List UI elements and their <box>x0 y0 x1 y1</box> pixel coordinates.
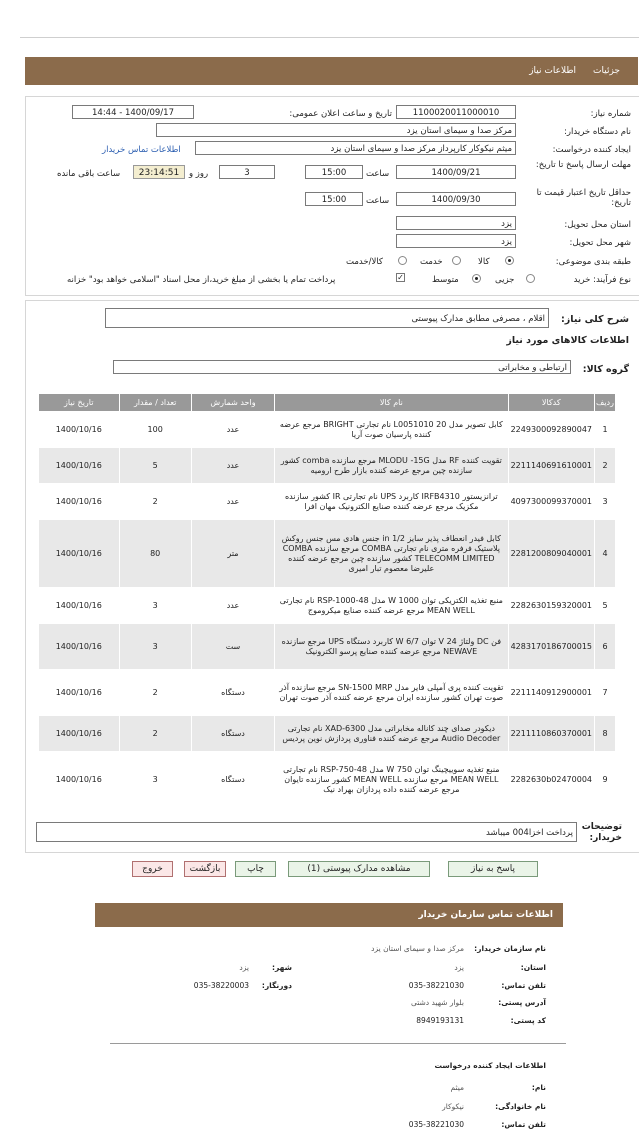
creator-phone: 035-38221030 <box>408 1120 464 1129</box>
cell-date: 1400/10/16 <box>39 484 120 520</box>
need-no-label: شماره نیاز: <box>590 109 631 119</box>
table-row <box>39 624 616 670</box>
table-row <box>39 412 616 448</box>
col-row: ردیف <box>595 394 616 412</box>
cell-qty: 100 <box>119 412 191 448</box>
province-label: استان محل تحویل: <box>564 220 631 230</box>
category-goods-radio[interactable] <box>505 256 514 265</box>
cell-qty: 3 <box>119 588 191 624</box>
cell-code: 4097300099370001 <box>508 484 594 520</box>
category-label: طبقه بندی موضوعی: <box>555 257 631 267</box>
cell-code: 2282630b02470004 <box>508 752 594 808</box>
creator-family: نیکوکار <box>442 1102 464 1111</box>
buyer-contact-link[interactable]: اطلاعات تماس خریدار <box>102 145 181 155</box>
cell-qty: 2 <box>119 670 191 716</box>
back-button[interactable]: بازگشت <box>184 861 226 877</box>
category-service-label: خدمت <box>420 257 443 267</box>
contact-province: یزد <box>454 963 464 972</box>
cell-qty: 2 <box>119 484 191 520</box>
cell-unit: متر <box>191 520 274 588</box>
table-row <box>39 484 616 520</box>
cell-code: 2282630159320001 <box>508 588 594 624</box>
cell-unit: ست <box>191 624 274 670</box>
contact-section-title: اطلاعات تماس سازمان خریدار <box>418 910 553 920</box>
creator-section-title: اطلاعات ایجاد کننده درخواست <box>434 1061 546 1070</box>
cell-name: کابل تصویر مدل L0051010 20 نام تجارتی BRIGHT مرجع عرضه کننده پارسیان صوت آریا <box>275 412 508 448</box>
cell-date: 1400/10/16 <box>39 520 120 588</box>
cell-qty: 5 <box>119 448 191 484</box>
cell-unit: دستگاه <box>191 716 274 752</box>
price-validity-label: حداقل تاریخ اعتبار قیمت تا تاریخ: <box>536 188 631 208</box>
table-row <box>39 670 616 716</box>
contact-postal-label: کد پستی: <box>510 1016 546 1025</box>
table-row <box>39 716 616 752</box>
cell-unit: دستگاه <box>191 670 274 716</box>
creator-field: میثم نیکوکار کارپرداز مرکز صدا و سیمای استان یزد <box>195 141 516 155</box>
purchase-partial-radio[interactable] <box>526 274 535 283</box>
contact-province-label: استان: <box>520 963 546 972</box>
buyer-org-label: نام دستگاه خریدار: <box>564 127 631 137</box>
creator-name-label: نام: <box>531 1083 546 1092</box>
cell-unit: عدد <box>191 484 274 520</box>
remaining-label: ساعت باقی مانده <box>57 169 121 179</box>
buyer-notes-label: توضیحات خریدار: <box>581 822 622 843</box>
cell-name: تقویت کننده RF مدل MLODU -15G مرجع سازنده comba کشور سازنده چین مرجع عرضه کننده بازار طرح ارومیه <box>275 448 508 484</box>
contact-city: یزد <box>239 963 249 972</box>
cell-qty: 3 <box>119 752 191 808</box>
cell-unit: دستگاه <box>191 752 274 808</box>
reply-date-field: 1400/09/21 <box>396 165 516 179</box>
cell-qty: 80 <box>119 520 191 588</box>
remaining-timer: 23:14:51 <box>133 165 185 179</box>
contact-org: مرکز صدا و سیمای استان یزد <box>371 944 464 953</box>
purchase-medium-radio[interactable] <box>472 274 481 283</box>
contact-fax-label: دورنگار: <box>261 981 292 990</box>
contact-org-label: نام سازمان خریدار: <box>474 944 546 953</box>
cell-row: 3 <box>595 484 616 520</box>
purchase-type-label: نوع فرآیند: خرید <box>573 275 631 285</box>
category-goods-label: کالا <box>478 257 490 267</box>
print-button[interactable]: چاپ <box>235 861 276 877</box>
contact-divider <box>110 1043 566 1044</box>
exit-button[interactable]: خروج <box>132 861 173 877</box>
cell-date: 1400/10/16 <box>39 624 120 670</box>
need-no-field: 1100020011000010 <box>396 105 516 119</box>
payment-note: پرداخت تمام یا بخشی از مبلغ خرید،از محل اسناد "اسلامی خواهد بود" خزانه <box>67 275 336 285</box>
cell-qty: 2 <box>119 716 191 752</box>
cell-code: 2211140691610001 <box>508 448 594 484</box>
group-field: ارتباطی و مخابراتی <box>113 360 571 374</box>
cell-date: 1400/10/16 <box>39 716 120 752</box>
attachments-button[interactable]: مشاهده مدارک پیوستی (1) <box>288 861 430 877</box>
category-goods-service-label: کالا/خدمت <box>346 257 383 267</box>
contact-postal: 8949193131 <box>416 1016 464 1025</box>
cell-row: 1 <box>595 412 616 448</box>
group-label: گروه کالا: <box>582 364 629 375</box>
col-name: نام کالا <box>275 394 508 412</box>
contact-address: بلوار شهید دشتی <box>411 998 464 1007</box>
price-time-field: 15:00 <box>305 192 363 206</box>
goods-table <box>38 393 616 808</box>
buyer-notes-field: پرداخت اخزا004 میباشد <box>36 822 577 842</box>
city-label: شهر محل تحویل: <box>569 238 631 248</box>
contact-phone-label: تلفن تماس: <box>501 981 546 990</box>
cell-code: 2281200809040001 <box>508 520 594 588</box>
page-header-bar <box>25 57 638 85</box>
creator-label: ایجاد کننده درخواست: <box>552 145 631 155</box>
goods-table-header <box>39 394 616 412</box>
reply-deadline-label: مهلت ارسال پاسخ تا تاریخ: <box>535 160 631 170</box>
category-service-radio[interactable] <box>452 256 461 265</box>
cell-code: 4283170186700015 <box>508 624 594 670</box>
tab-details[interactable]: جزئیات <box>593 66 620 76</box>
creator-family-label: نام خانوادگی: <box>495 1102 546 1111</box>
contact-phone: 035-38221030 <box>408 981 464 990</box>
purchase-medium-label: متوسط <box>432 275 459 285</box>
cell-row: 9 <box>595 752 616 808</box>
cell-name: دیکودر صدای چند کاناله مخابراتی مدل XAD-6300 نام تجارتی Audio Decoder مرجع عرضه کننده فناوری پردازش نوین پردیس <box>275 716 508 752</box>
buyer-org-field: مرکز صدا و سیمای استان یزد <box>156 123 516 137</box>
cell-row: 2 <box>595 448 616 484</box>
cell-date: 1400/10/16 <box>39 670 120 716</box>
cell-qty: 3 <box>119 624 191 670</box>
contact-address-label: آدرس پستی: <box>498 998 546 1007</box>
top-divider <box>20 37 639 38</box>
announce-field: 1400/09/17 - 14:44 <box>72 105 194 119</box>
cell-row: 4 <box>595 520 616 588</box>
table-row <box>39 588 616 624</box>
table-row <box>39 520 616 588</box>
announce-label: تاریخ و ساعت اعلان عمومی: <box>289 109 392 119</box>
cell-date: 1400/10/16 <box>39 448 120 484</box>
summary-field: اقلام ، مصرفی مطابق مدارک پیوستی <box>105 308 549 328</box>
province-field: یزد <box>396 216 516 230</box>
col-date: تاریخ نیاز <box>39 394 120 412</box>
category-goods-service-radio[interactable] <box>398 256 407 265</box>
summary-label: شرح کلی نیاز: <box>560 314 629 325</box>
cell-code: 2211110860370001 <box>508 716 594 752</box>
contact-section-header <box>95 903 563 927</box>
creator-phone-label: تلفن تماس: <box>501 1120 546 1129</box>
col-code: کدکالا <box>508 394 594 412</box>
purchase-partial-label: جزیی <box>495 275 515 285</box>
creator-name: میثم <box>450 1083 464 1092</box>
col-qty: تعداد / مقدار <box>119 394 191 412</box>
cell-unit: عدد <box>191 588 274 624</box>
days-field: 3 <box>219 165 275 179</box>
cell-row: 6 <box>595 624 616 670</box>
contact-fax: 035-38220003 <box>193 981 249 990</box>
cell-name: منبع تغذیه سوییچینگ توان 750 W مدل RSP-750-48 نام تجارتی MEAN WELL مرجع سازنده MEAN WELL کشور سازنده تایوان مرجع عرضه کننده داده پردازان بهراد نیک <box>275 752 508 808</box>
reply-button[interactable]: پاسخ به نیاز <box>448 861 538 877</box>
reply-time-label: ساعت <box>366 169 390 179</box>
cell-date: 1400/10/16 <box>39 752 120 808</box>
cell-name: کابل فیدر انعطاف پذیر سایز 1/2 in جنس هادی مس جنس روکش پلاستیک فرفره متری نام تجارتی COMBA مرجع سازنده COMBA TELECOMM LIMITED کشور سازنده چین مرجع عرضه کننده علیرضا معصوم تبار امیری <box>275 520 508 588</box>
cell-row: 8 <box>595 716 616 752</box>
tab-need-info[interactable]: اطلاعات نیاز <box>529 66 576 76</box>
cell-row: 7 <box>595 670 616 716</box>
table-row <box>39 752 616 808</box>
cell-code: 2249300092890047 <box>508 412 594 448</box>
cell-date: 1400/10/16 <box>39 588 120 624</box>
cell-name: ترانزیستور IRFB4310 کاربرد UPS نام تجارتی IR کشور سازنده مکزیک مرجع عرضه کننده صنایع الکترونیک مهان افرا <box>275 484 508 520</box>
goods-section-title: اطلاعات کالاهای مورد نیاز <box>506 335 629 346</box>
cell-name: منبع تغذیه الکتریکی توان 1000 W مدل RSP-1000-48 نام تجارتی MEAN WELL مرجع عرضه کننده صنایع میکروموج <box>275 588 508 624</box>
cell-unit: عدد <box>191 448 274 484</box>
cell-code: 2211140912900001 <box>508 670 594 716</box>
cell-name: تقویت کننده پری آمپلی فایر مدل SN-1500 MRP مرجع سازنده آذر صوت تهران کشور سازنده ایران مرجع عرضه کننده آذر صوت تهران <box>275 670 508 716</box>
cell-name: فن DC ولتاژ 24 V توان 6/7 W کاربرد دستگاه UPS مرجع سازنده NEWAVE مرجع عرضه کننده صنایع پرسو الکترونیک <box>275 624 508 670</box>
cell-date: 1400/10/16 <box>39 412 120 448</box>
days-label: روز و <box>189 169 209 179</box>
price-date-field: 1400/09/30 <box>396 192 516 206</box>
contact-city-label: شهر: <box>272 963 292 972</box>
col-unit: واحد شمارش <box>191 394 274 412</box>
payment-checkbox[interactable]: ✓ <box>397 273 404 282</box>
table-row <box>39 448 616 484</box>
price-time-label: ساعت <box>366 196 390 206</box>
reply-time-field: 15:00 <box>305 165 363 179</box>
cell-row: 5 <box>595 588 616 624</box>
city-field: یزد <box>396 234 516 248</box>
cell-unit: عدد <box>191 412 274 448</box>
